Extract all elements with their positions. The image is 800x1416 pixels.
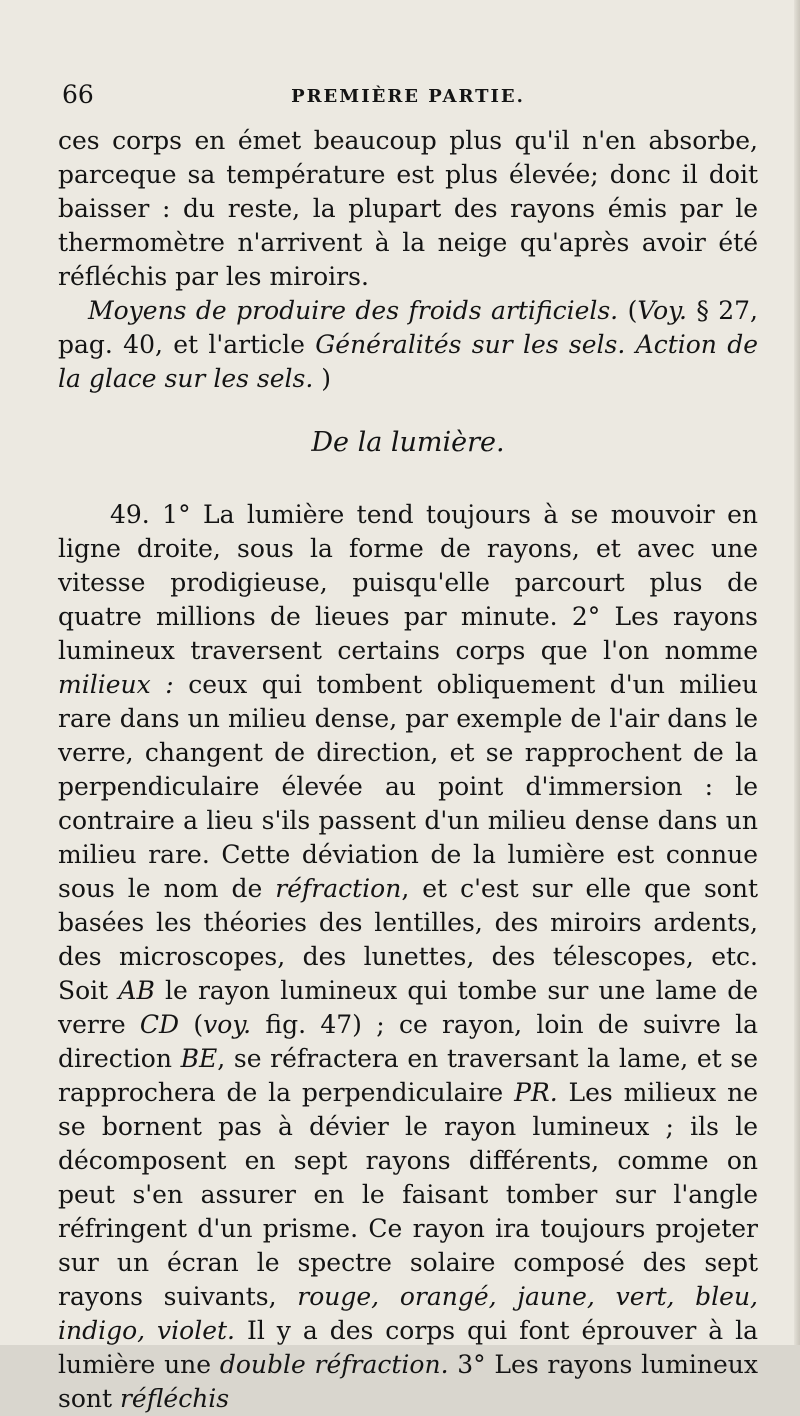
note-lead: Moyens de produire des froids artificiels. xyxy=(88,296,619,325)
running-head xyxy=(58,80,758,120)
label-be: BE xyxy=(180,1044,218,1073)
note-generalites: Généralités sur les sels. Action de la glace sur les sels. xyxy=(58,330,759,393)
ref-voy: voy. xyxy=(203,1010,252,1039)
note-close: ) xyxy=(313,364,331,393)
main-text-5: ( xyxy=(179,1010,204,1039)
note-paragraph xyxy=(58,294,758,396)
term-double-refraction: double réfraction. xyxy=(219,1350,449,1379)
page-edge-shadow xyxy=(794,0,800,1345)
main-text-6: fig. 47) ; ce rayon, loin de suivre la direction xyxy=(58,1010,758,1073)
main-text-1: 49. 1° La lumière tend toujours à se mouvoir en ligne droite, sous la forme de rayons, et avec une vitesse prodigieuse, puisqu'elle parcourt plus de quatre millions de lieues par minute. 2° Les rayons lumineux traversent certains corps que l'on nomme xyxy=(58,500,758,665)
main-text-3: , et c'est sur elle que sont basées les théories des lentilles, des miroirs ardents, des microscopes, des lunettes, des télescopes, etc. Soit xyxy=(58,874,759,1005)
section-title: PREMIÈRE PARTIE. xyxy=(291,86,525,107)
note-open-ref: ( xyxy=(618,296,638,325)
continuation-paragraph: ces corps en émet beaucoup plus qu'il n'en absorbe, parceque sa température est plus élevée; donc il doit baisser : du reste, la plupart des rayons émis par le thermomètre n'arrivent à la neige qu'après avoir été réfléchis par les miroirs. xyxy=(58,126,758,291)
label-ab: AB xyxy=(118,976,155,1005)
term-milieux: milieux : xyxy=(58,670,174,699)
main-text-7: , se réfractera en traversant la lame, et se rapprochera de la perpendiculaire xyxy=(58,1044,759,1107)
page-number: 66 xyxy=(62,80,94,109)
term-refraction: réfraction xyxy=(275,874,402,903)
main-text-9: Il y a des corps qui font éprouver à la lumière une xyxy=(58,1316,759,1379)
main-text-8: Les milieux ne se bornent pas à dévier le rayon lumineux ; ils le décomposent en sept rayons différents, comme on peut s'en assurer en le faisant tomber sur l'angle réfringent d'un prisme. Ce rayon ira toujours projeter sur un écran le spectre solaire composé des sept rayons suivants, xyxy=(58,1078,759,1311)
label-pr: PR. xyxy=(514,1078,558,1107)
main-text-10: 3° Les rayons lumineux sont xyxy=(58,1350,758,1413)
body-text xyxy=(58,124,758,1416)
note-ref-tail: § 27, pag. 40, et l'article xyxy=(58,296,759,359)
note-voy: Voy. xyxy=(637,296,687,325)
term-reflechis: réfléchis xyxy=(119,1384,230,1413)
section-subheading: De la lumière. xyxy=(311,427,505,458)
main-text-4: le rayon lumineux qui tombe sur une lame de verre xyxy=(58,976,759,1039)
label-cd: CD xyxy=(139,1010,180,1039)
main-paragraph xyxy=(58,498,758,1416)
main-text-2: ceux qui tombent obliquement d'un milieu rare dans un milieu dense, par exemple de l'air dans le verre, changent de direction, et se rapprochent de la perpendiculaire élevée au point d'immersion : le contraire a lieu s'ils passent d'un milieu dense dans un milieu rare. Cette déviation de la lumière est connue sous le nom de xyxy=(58,670,758,903)
spectrum-colors: rouge, orangé, jaune, vert, bleu, indigo, violet. xyxy=(58,1282,758,1345)
